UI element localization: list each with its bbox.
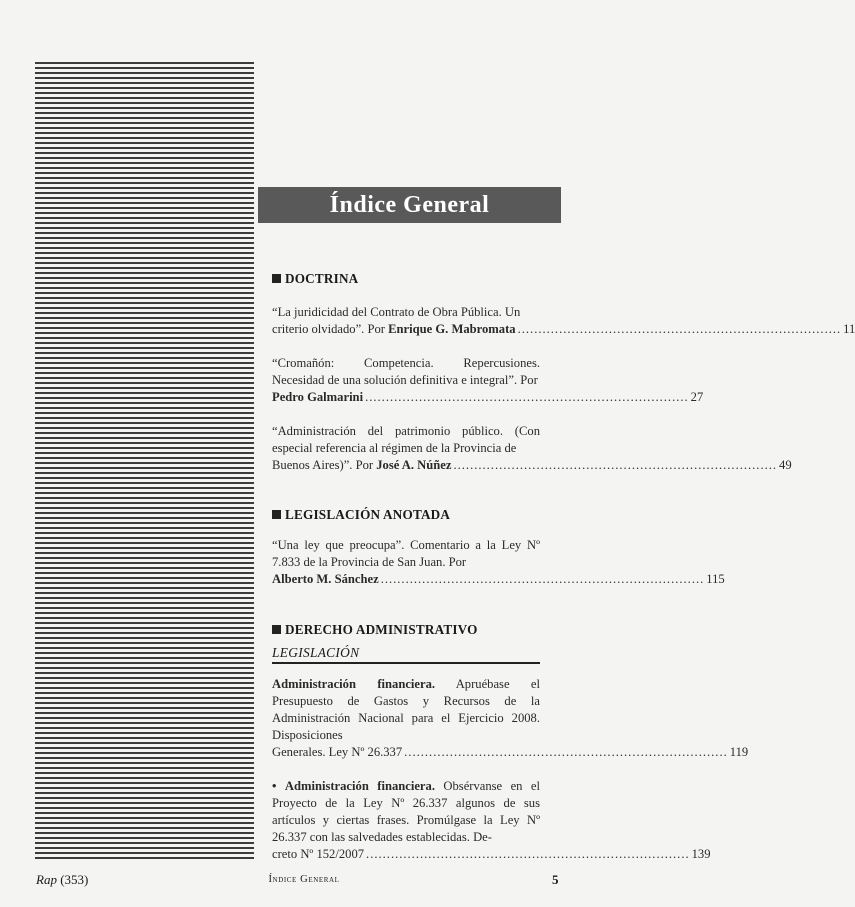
- index-entry[interactable]: • Administración financiera. Obsérvanse en el Proyecto de la Ley Nº 26.337 algunos de sus artículos y ciertas frases. Promúlgase la Ley Nº 26.337 con las salvedades establecidas. De- creto Nº 152/2007 .............................................................................. 139: [272, 779, 711, 861]
- page-number: 49: [779, 458, 792, 472]
- page-number: 11: [843, 322, 855, 336]
- section-heading-doctrina: DOCTRINA: [272, 270, 540, 287]
- footer-page-number: 5: [552, 872, 559, 887]
- leader-dots: ..............................................................................: [366, 847, 690, 861]
- page-number: 139: [691, 847, 711, 861]
- section-heading-legislacion-anotada: LEGISLACIÓN ANOTADA: [272, 506, 540, 523]
- leader-dots: ..............................................................................: [453, 458, 778, 472]
- index-entry[interactable]: “La juridicidad del Contrato de Obra Pública. Un criterio olvidado”. Por Enrique G. Mabromata .............................................................................. 11: [272, 305, 855, 336]
- footer-journal: Rap (353): [36, 872, 89, 887]
- index-entry[interactable]: Administración financiera. Apruébase el Presupuesto de Gastos y Recursos de la Administración Nacional para el Ejercicio 2008. Disposiciones Generales. Ley Nº 26.337 .............................................................................. 119: [272, 677, 749, 759]
- index-content: [272, 270, 855, 863]
- page-number: 115: [706, 572, 725, 586]
- index-entry[interactable]: “Cromañón: Competencia. Repercusiones. Necesidad de una solución definitiva e integral”. Por Pedro Galmarini .............................................................................. 27: [272, 356, 704, 404]
- index-entry[interactable]: “Una ley que preocupa”. Comentario a la Ley Nº 7.833 de la Provincia de San Juan. Por Alberto M. Sánchez .............................................................................. 115: [272, 538, 725, 586]
- leader-dots: ..............................................................................: [380, 572, 705, 586]
- square-bullet-icon: [272, 625, 281, 634]
- decorative-stripes: [35, 62, 254, 860]
- subsection-heading-legislacion: LEGISLACIÓN: [272, 644, 540, 664]
- leader-dots: ..............................................................................: [404, 745, 728, 759]
- leader-dots: ..............................................................................: [517, 322, 842, 336]
- square-bullet-icon: [272, 510, 281, 519]
- page-title: Índice General: [258, 187, 561, 223]
- leader-dots: ..............................................................................: [365, 390, 689, 404]
- footer-section-title: Índice General: [268, 874, 340, 885]
- section-heading-derecho-administrativo: DERECHO ADMINISTRATIVO: [272, 621, 540, 638]
- page-number: 119: [729, 745, 749, 759]
- index-entry[interactable]: “Administración del patrimonio público. (Con especial referencia al régimen de la Provincia de Buenos Aires)”. Por José A. Núñez .............................................................................. 49: [272, 424, 792, 472]
- square-bullet-icon: [272, 274, 281, 283]
- page-number: 27: [690, 390, 704, 404]
